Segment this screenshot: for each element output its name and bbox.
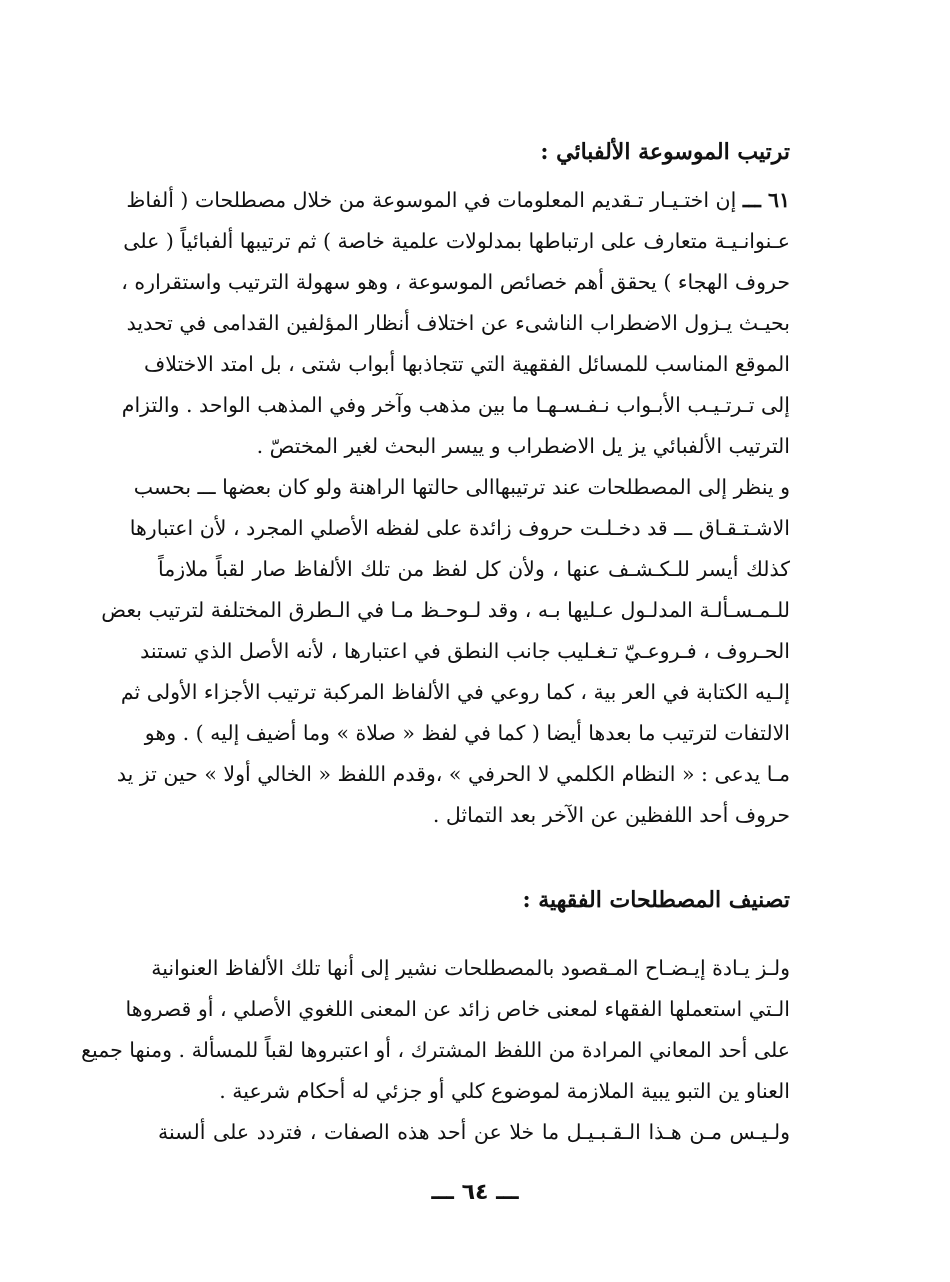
text-line: الحـروف ، فـروعـيّ تـغـليب جانب النطق في اعتبارها ، لأنه الأصل الذي تستند <box>140 639 790 663</box>
text-line: حروف أحد اللفظين عن الآخر بعد التماثل . <box>432 803 790 827</box>
text-line: بحيـث يـزول الاضطراب الناشىء عن اختلاف أنظار المؤلفين القدامى في تحديد <box>126 311 790 335</box>
text-line: على أحد المعاني المرادة من اللفظ المشترك ، أو اعتبروها لقباً للمسألة . ومنها جميع <box>81 1038 790 1062</box>
text-line: مـا يدعى : « النظام الكلمي لا الحرفي » ،وقدم اللفظ « الخالي أولا » حين تز يد <box>116 762 790 786</box>
section2-body <box>81 948 790 1153</box>
text-line: إلـيه الكتابة في العر بية ، كما روعي في الألفاظ المركبة ترتيب الأجزاء الأولى ثم <box>120 680 790 704</box>
text-line: للـمـسـألـة المدلـول عـليها بـه ، وقد لـوحـظ مـا في الـطرق المختلفة لترتيب بعض <box>101 598 790 622</box>
paragraph-number: ٦١ ـــ <box>742 188 790 212</box>
text-line: الترتيب الألفبائي يز يل الاضطراب و ييسر البحث لغير المختصّ . <box>256 434 790 458</box>
text-line <box>126 180 790 221</box>
text-line: الاشـتـقـاق ـــ قد دخـلـت حروف زائدة على لفظه الأصلي المجرد ، لأن اعتبارها <box>129 516 790 540</box>
text-line: ولـز يـادة إيـضـاح المـقصود بالمصطلحات نشير إلى أنها تلك الألفاظ العنوانية <box>151 956 790 980</box>
text-line: الموقع المناسب للمسائل الفقهية التي تتجاذبها أبواب شتى ، بل امتد الاختلاف <box>143 352 790 376</box>
text-line: العناو ين التبو يبية الملازمة لموضوع كلي أو جزئي له أحكام شرعية . <box>219 1079 790 1103</box>
section1-body <box>101 180 790 836</box>
text-line: عـنوانـيـة متعارف على ارتباطها بمدلولات علمية خاصة ) ثم ترتيبها ألفبائياً ( على <box>123 229 790 253</box>
text-line: الالتفات لترتيب ما بعدها أيضا ( كما في لفظ « صلاة » وما أضيف إليه ) . وهو <box>144 721 790 745</box>
text-line: و ينظر إلى المصطلحات عند ترتيبهاالى حالتها الراهنة ولو كان بعضها ـــ بحسب <box>133 475 790 499</box>
text-line: إلى تـرتـيـب الأبـواب نـفـسـهـا ما بين مذهب وآخر وفي المذهب الواحد . والتزام <box>121 393 790 417</box>
text-line: الـتي استعملها الفقهاء لمعنى خاص زائد عن المعنى اللغوي الأصلي ، أو قصروها <box>125 997 790 1021</box>
text-line-content: إن اختـيـار تـقديم المعلومات في الموسوعة من خلال مصطلحات ( ألفاظ <box>126 188 737 212</box>
text-line: كذلك أيسر للـكـشـف عنها ، ولأن كل لفظ من تلك الألفاظ صار لقباً ملازماً <box>158 557 790 581</box>
page-number: ـــ ٦٤ ـــ <box>431 1180 519 1205</box>
text-line: حروف الهجاء ) يحقق أهم خصائص الموسوعة ، وهو سهولة الترتيب واستقراره ، <box>121 270 790 294</box>
text-line: ولـيـس مـن هـذا الـقـبـيـل ما خلا عن أحد هذه الصفات ، فتردد على ألسنة <box>158 1120 790 1144</box>
section-heading-alphabetical-order: ترتيب الموسوعة الألفبائي : <box>540 139 790 165</box>
section-heading-term-classification: تصنيف المصطلحات الفقهية : <box>522 887 790 913</box>
